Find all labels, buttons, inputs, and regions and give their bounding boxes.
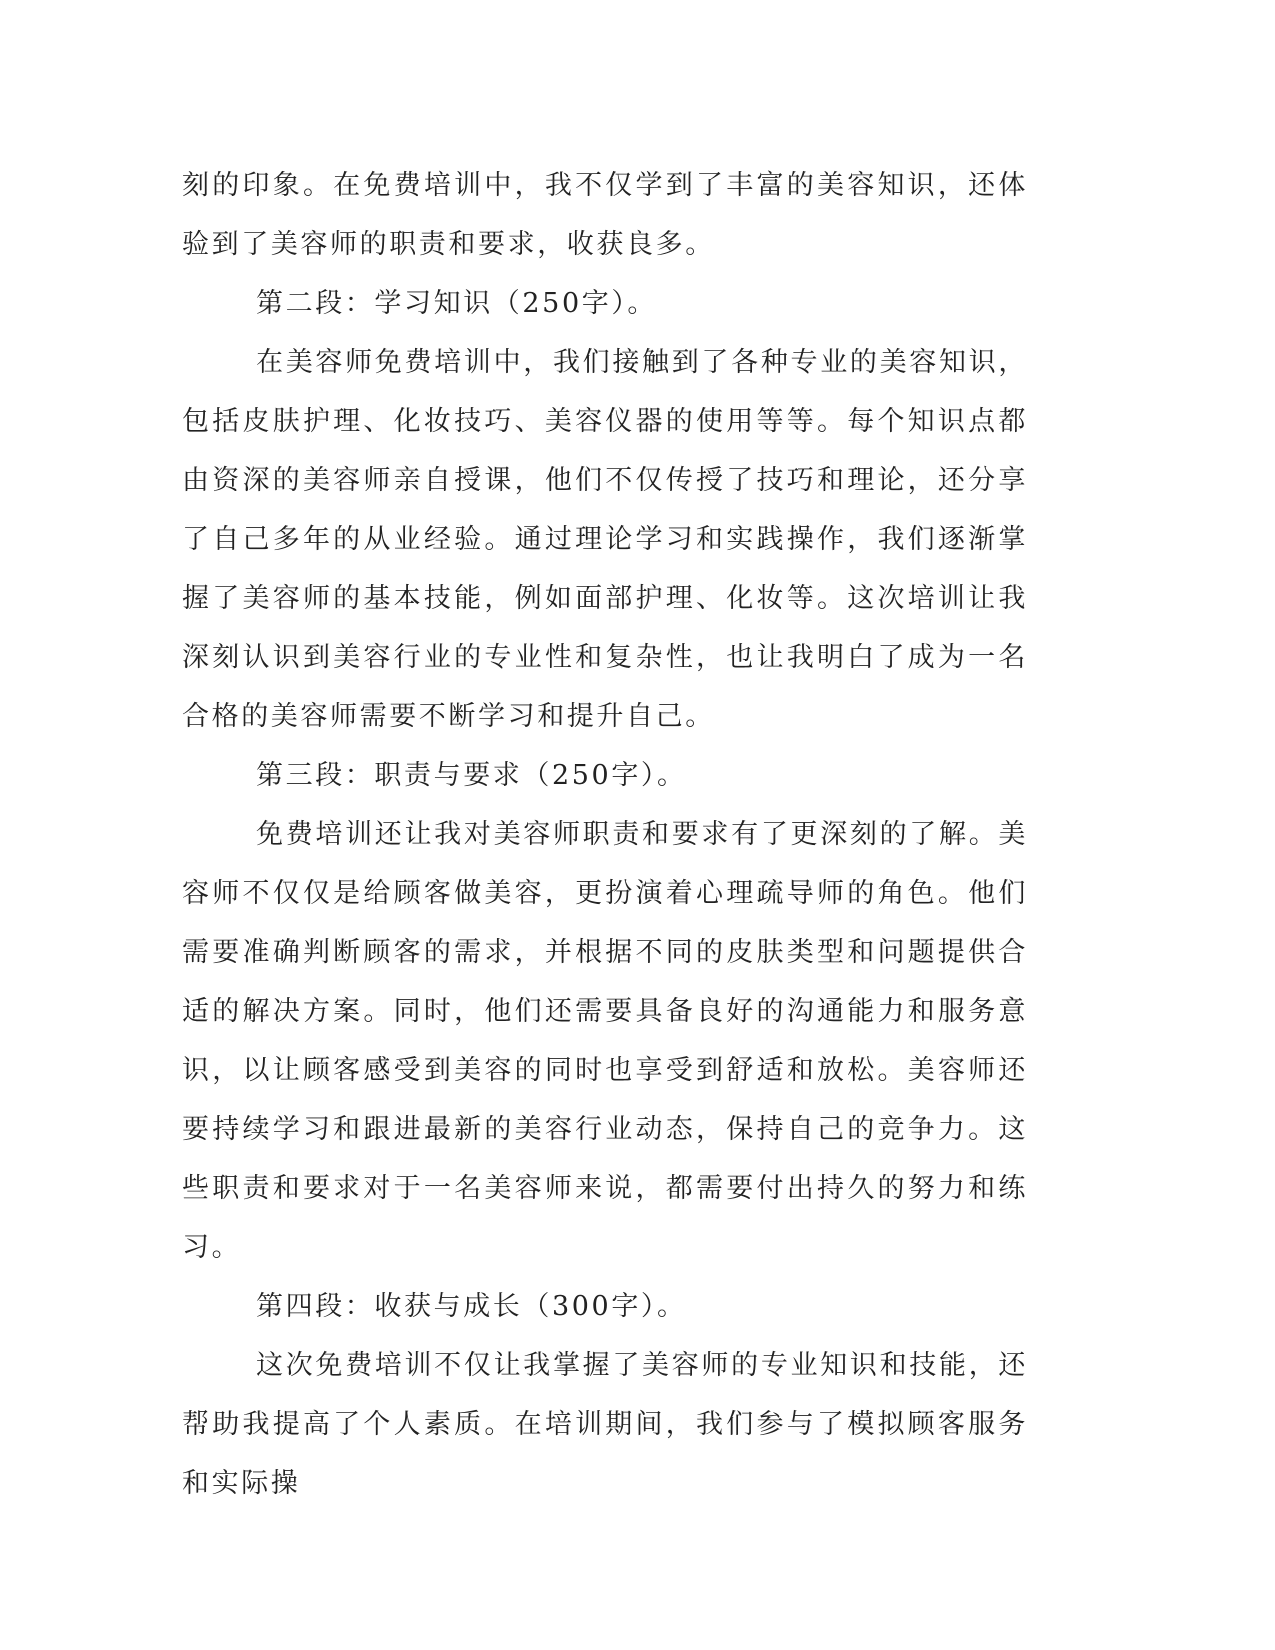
paragraph-learning-knowledge: 在美容师免费培训中，我们接触到了各种专业的美容知识，包括皮肤护理、化妆技巧、美容仪器的使用等等。每个知识点都由资深的美容师亲自授课，他们不仅传授了技巧和理论，还分享了自己多年的从业经验。通过理论学习和实践操作，我们逐渐掌握了美容师的基本技能，例如面部护理、化妆等。这次培训让我深刻认识到美容行业的专业性和复杂性，也让我明白了成为一名合格的美容师需要不断学习和提升自己。	[182, 347, 1028, 732]
paragraph-continuation: 刻的印象。在免费培训中，我不仅学到了丰富的美容知识，还体验到了美容师的职责和要求，收获良多。	[182, 170, 1028, 260]
section-heading-4: 第四段：收获与成长（300字）。	[256, 1291, 687, 1322]
section-heading-3: 第三段：职责与要求（250字）。	[256, 760, 687, 791]
paragraph-duties-requirements: 免费培训还让我对美容师职责和要求有了更深刻的了解。美容师不仅仅是给顾客做美容，更扮演着心理疏导师的角色。他们需要准确判断顾客的需求，并根据不同的皮肤类型和问题提供合适的解决方案。同时，他们还需要具备良好的沟通能力和服务意识，以让顾客感受到美容的同时也享受到舒适和放松。美容师还要持续学习和跟进最新的美容行业动态，保持自己的竞争力。这些职责和要求对于一名美容师来说，都需要付出持久的努力和练习。	[182, 819, 1028, 1263]
section-heading-2: 第二段：学习知识（250字）。	[256, 288, 658, 319]
paragraph-gains-growth: 这次免费培训不仅让我掌握了美容师的专业知识和技能，还帮助我提高了个人素质。在培训期间，我们参与了模拟顾客服务和实际操	[182, 1350, 1028, 1499]
document-body	[182, 156, 1028, 1513]
